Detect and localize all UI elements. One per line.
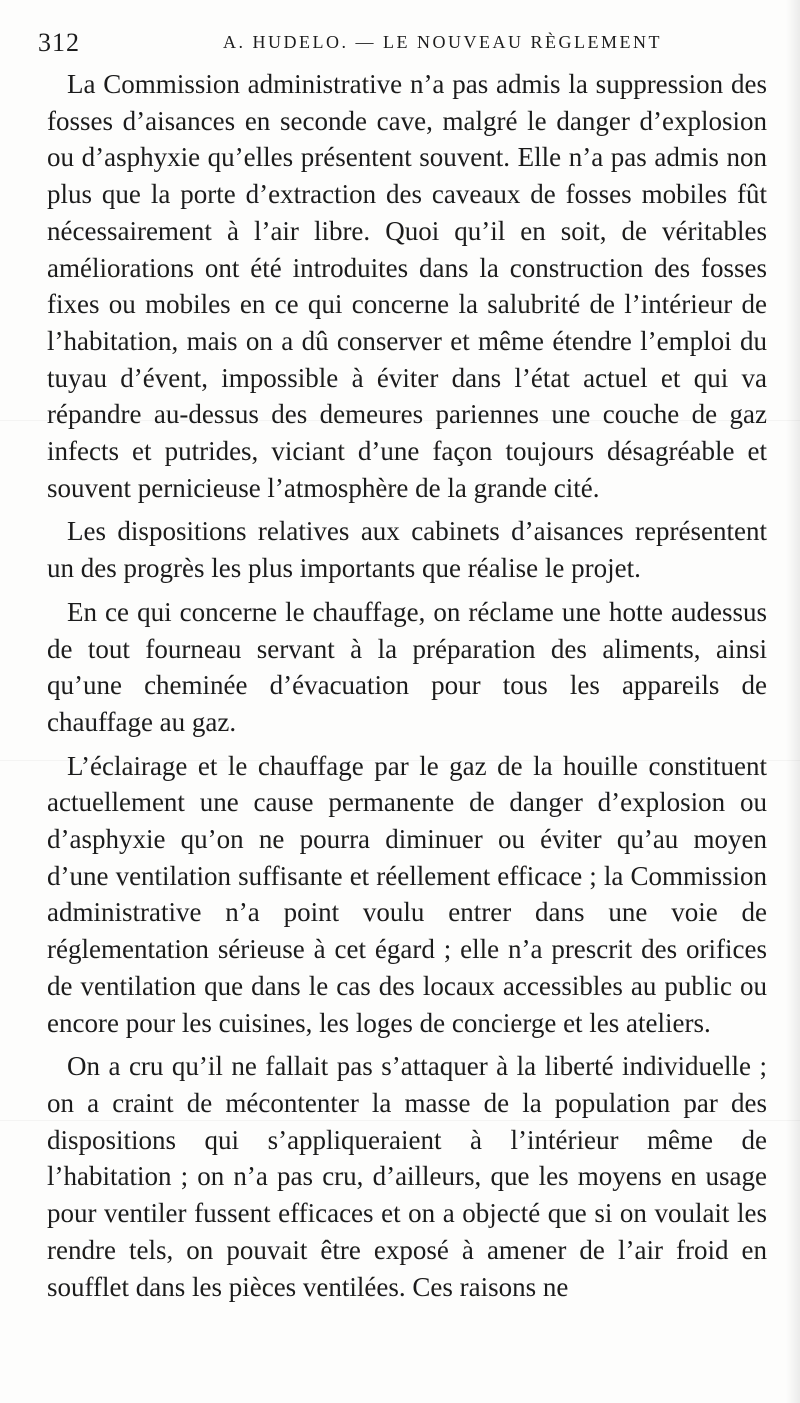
page-number: 312 bbox=[38, 28, 80, 57]
page-edge-shadow bbox=[786, 0, 800, 1403]
paragraph-chauffage: En ce qui concerne le chauffage, on réclame une hotte audessus de tout fourneau servant à la préparation des aliments, ainsi qu’une cheminée d’évacuation pour tous les appareils de chauffage au gaz. bbox=[47, 596, 767, 737]
running-title: A. HUDELO. — LE NOUVEAU RÈGLEMENT bbox=[223, 32, 662, 52]
paragraph-cabinets: Les dispositions relatives aux cabinets d’aisances représentent un des progrès les plus importants que réalise le projet. bbox=[47, 516, 767, 584]
paragraph-liberte: On a cru qu’il ne fallait pas s’attaquer à la liberté individuelle ; on a craint de mécontenter la masse de la population par des dispositions qui s’appliqueraient à l’intérieur même de l’habitation ; on n’a pas cru, d’ailleurs, que les moyens en usage pour ventiler fussent efficaces et on a objecté que si on voulait les rendre tels, on pouvait être exposé à amener de l’air froid en soufflet dans les pièces ventilées. Ces raisons ne bbox=[47, 1051, 767, 1302]
body-text bbox=[47, 66, 767, 1305]
paragraph-fosses: La Commission administrative n’a pas admis la suppression des fosses d’aisances en seconde cave, malgré le danger d’explosion ou d’asphyxie qu’elles présentent souvent. Elle n’a pas admis non plus que la porte d’extraction des caveaux de fosses mobiles fût nécessairement à l’air libre. Quoi qu’il en soit, de véritables améliorations ont été introduites dans la construction des fosses fixes ou mobiles en ce qui concerne la salubrité de l’intérieur de l’habitation, mais on a dû conserver et même étendre l’emploi du tuyau d’évent, impossible à éviter dans l’état actuel et qui va répandre au-dessus des demeures pariennes une couche de gaz infects et putrides, viciant d’une façon toujours désagréable et souvent pernicieuse l’atmosphère de la grande cité. bbox=[47, 69, 767, 503]
running-head bbox=[38, 28, 768, 58]
paragraph-eclairage: L’éclairage et le chauffage par le gaz de la houille constituent actuellement une cause permanente de danger d’explosion ou d’asphyxie qu’on ne pourra diminuer ou éviter qu’au moyen d’une ventilation suffisante et réellement efficace ; la Commission administrative n’a point voulu entrer dans une voie de réglementation sérieuse à cet égard ; elle n’a prescrit des orifices de ventilation que dans le cas des locaux accessibles au public ou encore pour les cuisines, les loges de concierge et les ateliers. bbox=[47, 750, 767, 1038]
